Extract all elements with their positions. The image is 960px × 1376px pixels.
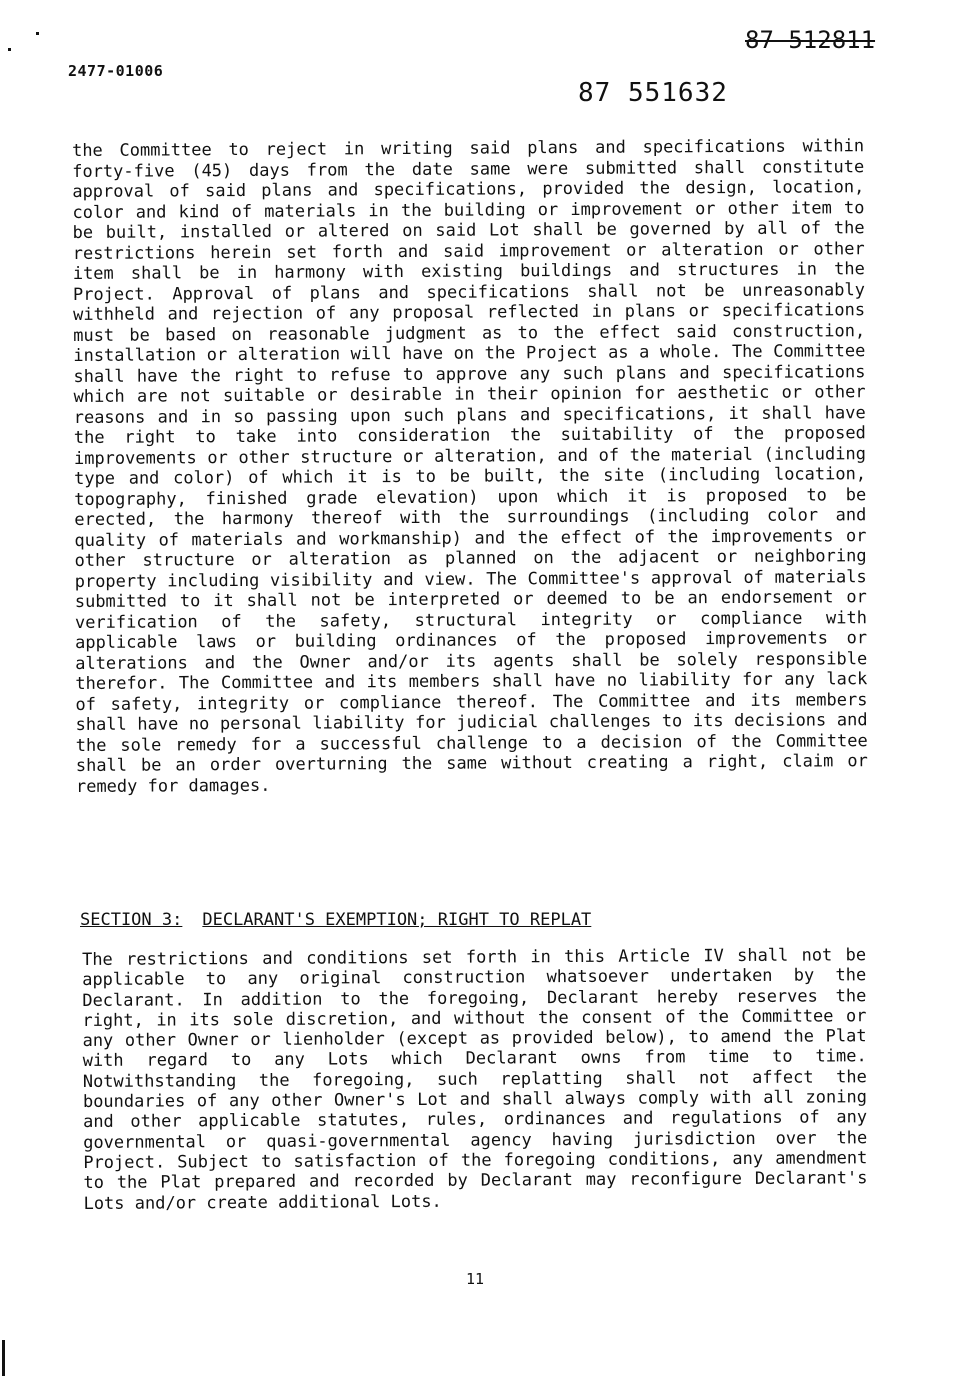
scan-edge-mark (2, 1340, 5, 1376)
section-title: DECLARANT'S EXEMPTION; RIGHT TO REPLAT (202, 910, 592, 930)
section-paragraph (82, 945, 868, 1214)
struck-recording-number: 87 512811 (745, 26, 876, 54)
continued-paragraph (72, 136, 868, 797)
section-number: SECTION 3: (80, 910, 183, 930)
scan-speck (36, 32, 39, 35)
paragraph-text: The restrictions and conditions set forth in this Article IV shall not be applicable to any original construction whatsoever undertaken by the Declarant. In addition to the foregoing, Declarant hereby reserves the right, in its sole discretion, and without the consent of the Committee or any other Owner or lienholder (except as provided below), to amend the Plat with regard to any Lots which Declarant owns from time to time. Notwithstanding the foregoing, such replatting shall not affect the boundaries of any other Owner's Lot and shall always comply with all zoning and other applicable statutes, rules, ordinances and regulations of any governmental or quasi-governmental agency having jurisdiction over the Project. Subject to satisfaction of the foregoing conditions, any amendment to the Plat prepared and recorded by Declarant may reconfigure Declarant's Lots and/or create additional Lots. (82, 945, 868, 1214)
recording-number: 87 551632 (578, 78, 728, 108)
section-heading (80, 910, 591, 930)
scan-speck (8, 48, 11, 51)
paragraph-text: the Committee to reject in writing said plans and specifications within forty-five (45) days from the date same were submitted shall constitute approval of said plans and specifications, provided the design, location, color and kind of materials in the building or improvement or other item to be built, installed or altered on said Lot shall be governed by all of the restrictions herein set forth and said improvement or alteration or other item shall be in harmony with existing buildings and structures in the Project. Approval of plans and specifications shall not be unreasonably withheld and rejection of any proposal reflected in plans or specifications must be based on reasonable judgment as to the effect said construction, installation or alteration will have on the Project as a whole. The Committee shall have the right to refuse to approve any such plans and specifications which are not suitable or desirable in their opinion for aesthetic or other reasons and in so passing upon such plans and specifications, it shall have the right to take into consideration the suitability of the proposed improvements or other structure or alteration, and of the material (including type and color) of which it is to be built, the site (including location, topography, finished grade elevation) upon which it is proposed to be erected, the harmony thereof with the surroundings (including color and quality of materials and workmanship) and the effect of the improvements or other structure or alteration as planned on the adjacent or neighboring property including visibility and view. The Committee's approval of materials submitted to it shall not be interpreted or deemed to be an endorsement or verification of the safety, structural integrity or compliance with applicable laws or building ordinances of the proposed improvements or alterations and the Owner and/or its agents shall be solely responsible therefor. The Committee and its members shall have no liability for any lack of safety, integrity or compliance thereof. The Committee and its members shall have no personal liability for judicial challenges to its decisions and the sole remedy for a successful challenge to a decision of the Committee shall be an order overturning the same without creating a right, claim or remedy for damages. (72, 136, 868, 797)
page-number: 11 (466, 1270, 485, 1288)
document-id: 2477-01006 (68, 62, 164, 80)
